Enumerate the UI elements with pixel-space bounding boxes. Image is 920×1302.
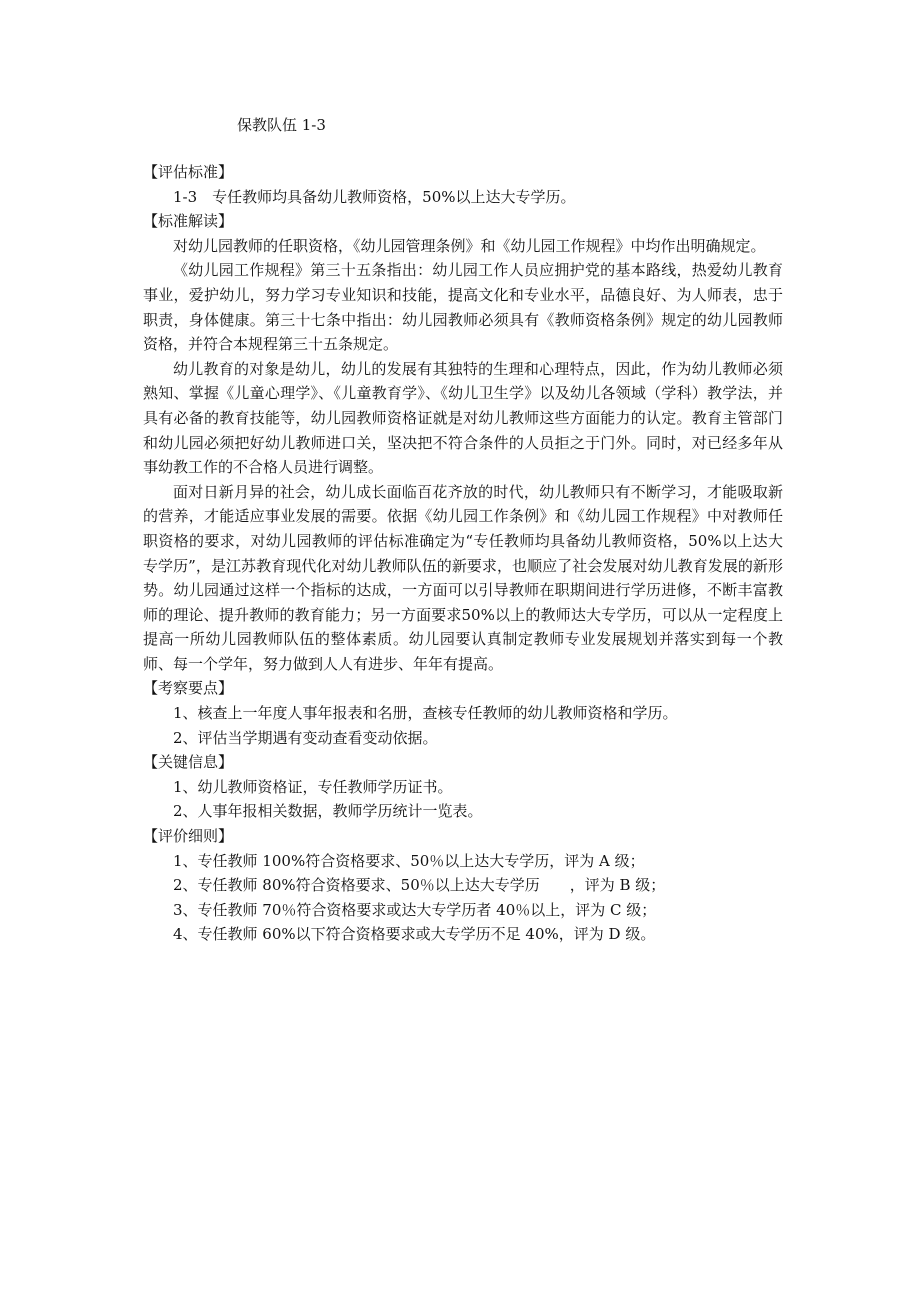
eval-standard-heading: 【评估标准】 (143, 163, 234, 181)
paragraph: 幼儿教育的对象是幼儿，幼儿的发展有其独特的生理和心理特点，因此，作为幼儿教师必须熟知、掌握《儿童心理学》、《儿童教育学》、《幼儿卫生学》以及幼儿各领域（学科）教学法，并具有必备的教育技能等，幼儿园教师资格证就是对幼儿教师这些方面能力的认定。教育主管部门和幼儿园必须把好幼儿教师进口关，坚决把不符合条件的人员拒之于门外。同时，对已经多年从事幼教工作的不合格人员进行调整。 (143, 359, 783, 477)
list-item: 2、人事年报相关数据，教师学历统计一览表。 (173, 802, 483, 821)
document-body (143, 160, 783, 947)
eval-standard-text: 1-3 专任教师均具备幼儿教师资格，50%以上达大专学历。 (173, 187, 576, 206)
rules-heading: 【评价细则】 (143, 827, 234, 846)
inspection-heading: 【考察要点】 (143, 679, 234, 698)
list-item: 2、专任教师 80%符合资格要求、50％以上达大专学历 ，评为 B 级； (173, 876, 666, 895)
list-item: 3、专任教师 70％符合资格要求或达大专学历者 40％以上，评为 C 级； (173, 900, 657, 919)
list-item: 1、幼儿教师资格证，专任教师学历证书。 (173, 777, 453, 796)
list-item: 2、评估当学期遇有变动查看变动依据。 (173, 728, 438, 747)
paragraph: 《幼儿园工作规程》第三十五条指出：幼儿园工作人员应拥护党的基本路线，热爱幼儿教育事业，爱护幼儿，努力学习专业知识和技能，提高文化和专业水平，品德良好、为人师表，忠于职责，身体健康。第三十七条中指出：幼儿园教师必须具有《教师资格条例》规定的幼儿园教师资格，并符合本规程第三十五条规定。 (143, 261, 783, 354)
list-item: 1、核查上一年度人事年报表和名册，查核专任教师的幼儿教师资格和学历。 (173, 704, 678, 723)
list-item: 1、专任教师 100%符合资格要求、50％以上达大专学历，评为 A 级； (173, 851, 645, 870)
key-info-heading: 【关键信息】 (143, 753, 234, 772)
document-title: 保教队伍 1-3 (237, 116, 326, 134)
paragraph: 面对日新月异的社会，幼儿成长面临百花齐放的时代，幼儿教师只有不断学习，才能吸取新的营养，才能适应事业发展的需要。依据《幼儿园工作条例》和《幼儿园工作规程》中对教师任职资格的要求，对幼儿园教师的评估标准确定为“专任教师均具备幼儿教师资格，50%以上达大专学历”，是江苏教育现代化对幼儿教师队伍的新要求，也顺应了社会发展对幼儿教育发展的新形势。幼儿园通过这样一个指标的达成，一方面可以引导教师在职期间进行学历进修，不断丰富教师的理论、提升教师的教育能力；另一方面要求50%以上的教师达大专学历，可以从一定程度上提高一所幼儿园教师队伍的整体素质。幼儿园要认真制定教师专业发展规划并落实到每一个教师、每一个学年，努力做到人人有进步、年年有提高。 (143, 482, 783, 673)
list-item: 4、专任教师 60%以下符合资格要求或大专学历不足 40%，评为 D 级。 (173, 925, 656, 944)
paragraph: 对幼儿园教师的任职资格，《幼儿园管理条例》和《幼儿园工作规程》中均作出明确规定。 (173, 236, 766, 255)
interpretation-heading: 【标准解读】 (143, 212, 234, 231)
